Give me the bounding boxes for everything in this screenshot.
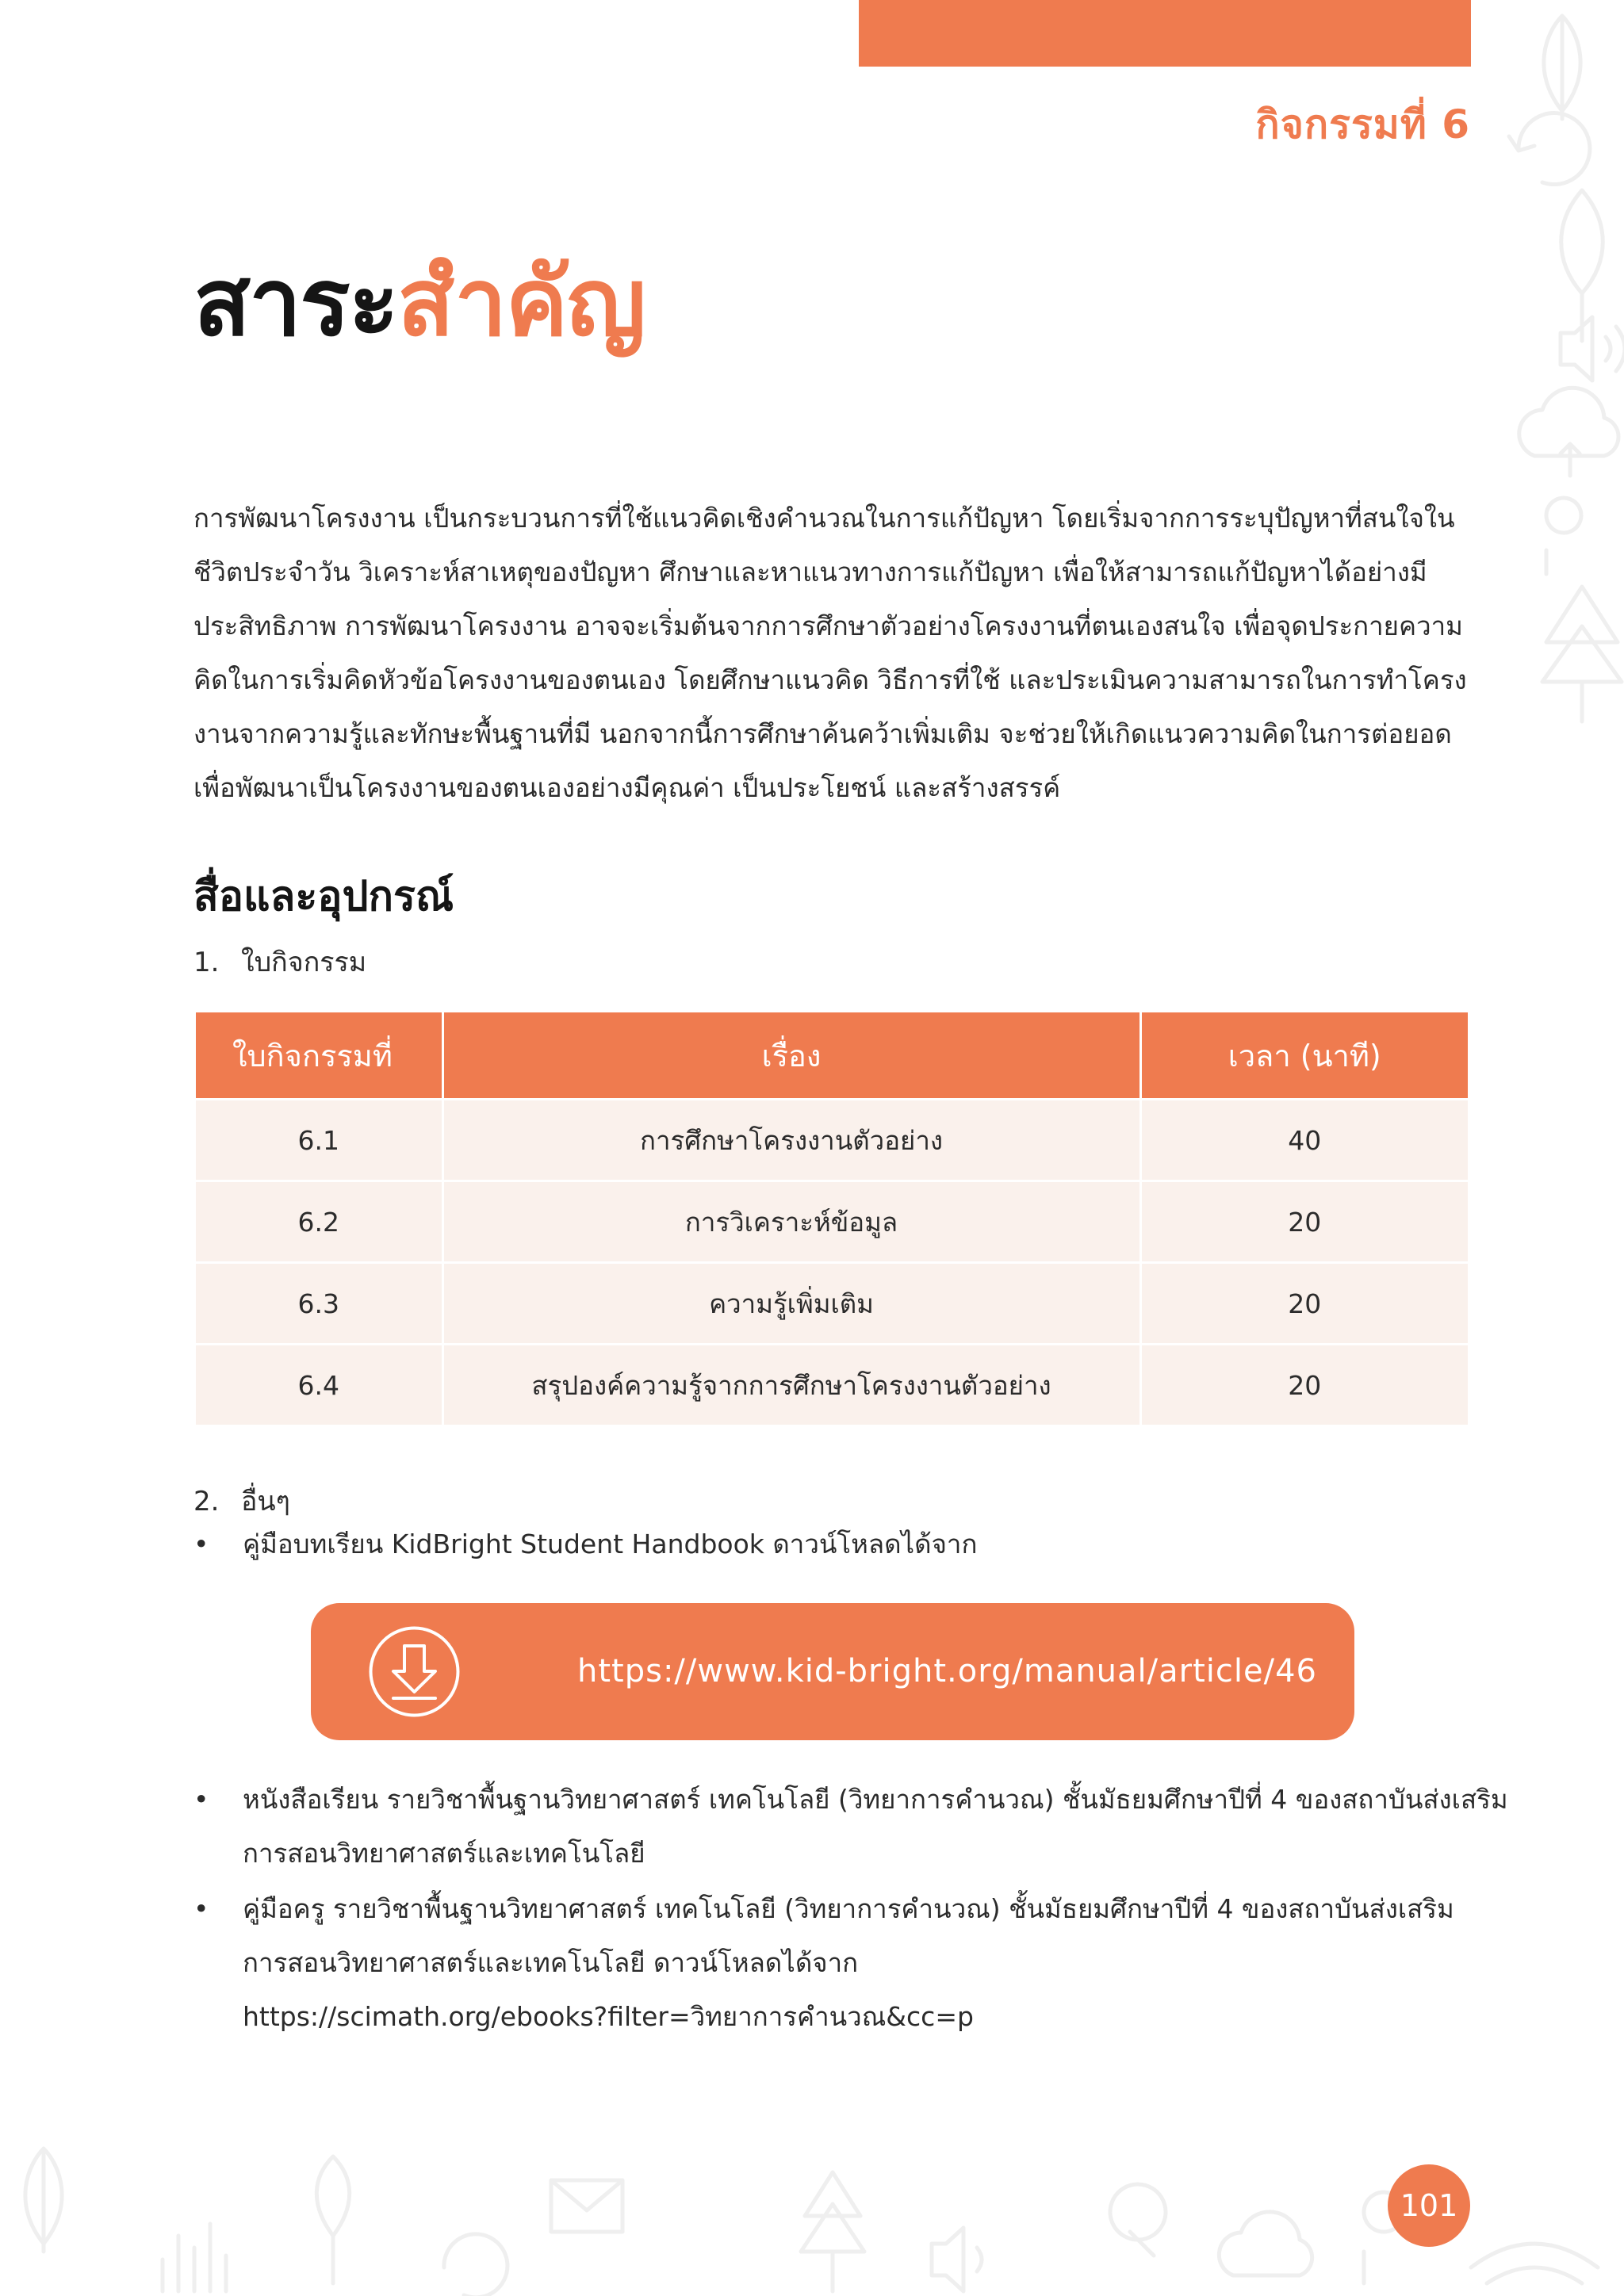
bullet-dot: • bbox=[193, 1893, 209, 1924]
table-row bbox=[196, 1100, 1468, 1181]
intro-line: ชีวิตประจำวัน วิเคราะห์สาเหตุของปัญหา ศึกษาและหาแนวทางการแก้ปัญหา เพื่อให้สามารถแก้ปัญหาได้อย่างมี bbox=[193, 557, 1427, 587]
intro-line: การพัฒนาโครงงาน เป็นกระบวนการที่ใช้แนวคิดเชิงคำนวณในการแก้ปัญหา โดยเริ่มจากการระบุปัญหาที่สนใจใน bbox=[193, 503, 1455, 534]
list-text: ใบกิจกรรม bbox=[241, 947, 367, 978]
intro-line: เพื่อพัฒนาเป็นโครงงานของตนเองอย่างมีคุณค่า เป็นประโยชน์ และสร้างสรรค์ bbox=[193, 772, 1061, 803]
search-icon bbox=[1110, 2184, 1166, 2256]
table-header-row bbox=[196, 1012, 1468, 1100]
cell-time: 40 bbox=[1140, 1100, 1468, 1181]
intro-line: คิดในการเริ่มคิดหัวข้อโครงงานของตนเอง โดยศึกษาแนวคิด วิธีการที่ใช้ และประเมินความสามารถในการทำโครง bbox=[193, 664, 1467, 695]
bullet-text: คู่มือครู รายวิชาพื้นฐานวิทยาศาสตร์ เทคโนโลยี (วิทยาการคำนวณ) ชั้นมัธยมศึกษาปีที่ 4 ของสถาบันส่งเสริม bbox=[243, 1893, 1454, 1924]
header-time: เวลา (นาที) bbox=[1140, 1012, 1468, 1100]
pin-icon bbox=[1546, 498, 1581, 574]
leaf-icon bbox=[1544, 16, 1580, 119]
bullet-text: การสอนวิทยาศาสตร์และเทคโนโลยี bbox=[243, 1838, 645, 1869]
bullet-dot: • bbox=[193, 1529, 209, 1559]
cell-topic: การศึกษาโครงงานตัวอย่าง bbox=[442, 1100, 1140, 1181]
materials-heading: สื่อและอุปกรณ์ bbox=[193, 873, 454, 920]
cell-time: 20 bbox=[1140, 1345, 1468, 1425]
cell-sheet-no: 6.2 bbox=[196, 1181, 442, 1263]
speaker-icon bbox=[932, 2228, 982, 2291]
cell-sheet-no: 6.4 bbox=[196, 1345, 442, 1425]
header-topic: เรื่อง bbox=[442, 1012, 1140, 1100]
intro-line: ประสิทธิภาพ การพัฒนาโครงงาน อาจจะเริ่มต้นจากการศึกษาตัวอย่างโครงงานที่ตนเองสนใจ เพื่อจุดประกายความ bbox=[193, 610, 1463, 641]
refresh-icon bbox=[444, 2234, 508, 2296]
activity-sheet-table bbox=[196, 1012, 1468, 1425]
bullet-text: การสอนวิทยาศาสตร์และเทคโนโลยี ดาวน์โหลดได้จาก bbox=[243, 1947, 859, 1978]
refresh-icon bbox=[1509, 113, 1590, 185]
pine-tree-icon bbox=[801, 2172, 864, 2291]
mail-icon bbox=[551, 2180, 622, 2232]
cell-topic: สรุปองค์ความรู้จากการศึกษาโครงงานตัวอย่าง bbox=[442, 1345, 1140, 1425]
cloud-upload-icon bbox=[1519, 388, 1618, 476]
cell-time: 20 bbox=[1140, 1263, 1468, 1345]
wifi-icon bbox=[1471, 2244, 1598, 2283]
cell-sheet-no: 6.1 bbox=[196, 1100, 442, 1181]
title-part-1: สาระ bbox=[193, 247, 398, 357]
scimath-link[interactable]: https://scimath.org/ebooks?filter=วิทยาการคำนวณ&cc=p bbox=[243, 2001, 974, 2032]
materials-item-1 bbox=[193, 940, 366, 983]
bullet-text: หนังสือเรียน รายวิชาพื้นฐานวิทยาศาสตร์ เทคโนโลยี (วิทยาการคำนวณ) ชั้นมัธยมศึกษาปีที่ 4 ของสถาบันส่งเสริม bbox=[243, 1784, 1508, 1815]
table-row bbox=[196, 1181, 1468, 1263]
page-number-badge: 101 bbox=[1388, 2164, 1470, 2247]
page-title bbox=[193, 247, 645, 357]
intro-line: งานจากความรู้และทักษะพื้นฐานที่มี นอกจากนี้การศึกษาค้นคว้าเพิ่มเติม จะช่วยให้เกิดแนวความคิดในการต่อยอด bbox=[193, 718, 1452, 749]
download-url-link[interactable]: https://www.kid-bright.org/manual/article/46 bbox=[577, 1653, 1317, 1689]
download-icon bbox=[368, 1625, 461, 1718]
pine-tree-icon bbox=[1542, 587, 1622, 721]
header-accent-bar bbox=[859, 0, 1471, 67]
cell-sheet-no: 6.3 bbox=[196, 1263, 442, 1345]
tree-icon bbox=[1561, 190, 1603, 341]
cloud-upload-icon bbox=[1219, 2212, 1312, 2275]
list-number: 2. bbox=[193, 1486, 220, 1517]
bullet-dot: • bbox=[193, 1784, 209, 1815]
bullet-text: คู่มือบทเรียน KidBright Student Handbook ดาวน์โหลดได้จาก bbox=[243, 1529, 978, 1559]
cell-time: 20 bbox=[1140, 1181, 1468, 1263]
list-number: 1. bbox=[193, 947, 220, 978]
title-part-2: สำคัญ bbox=[397, 247, 645, 357]
table-row bbox=[196, 1263, 1468, 1345]
table-row bbox=[196, 1345, 1468, 1425]
activity-label: กิจกรรมที่ 6 bbox=[1255, 101, 1470, 147]
speaker-icon bbox=[1561, 317, 1624, 381]
tree-icon bbox=[316, 2156, 349, 2283]
intro-paragraph bbox=[193, 492, 1470, 815]
cell-topic: ความรู้เพิ่มเติม bbox=[442, 1263, 1140, 1345]
bar-chart-icon bbox=[163, 2224, 226, 2291]
leaf-icon bbox=[25, 2149, 62, 2252]
cell-topic: การวิเคราะห์ข้อมูล bbox=[442, 1181, 1140, 1263]
download-link-banner[interactable] bbox=[311, 1603, 1354, 1740]
list-text: อื่นๆ bbox=[241, 1486, 290, 1517]
header-sheet-no: ใบกิจกรรมที่ bbox=[196, 1012, 442, 1100]
materials-item-2 bbox=[193, 1479, 290, 1522]
